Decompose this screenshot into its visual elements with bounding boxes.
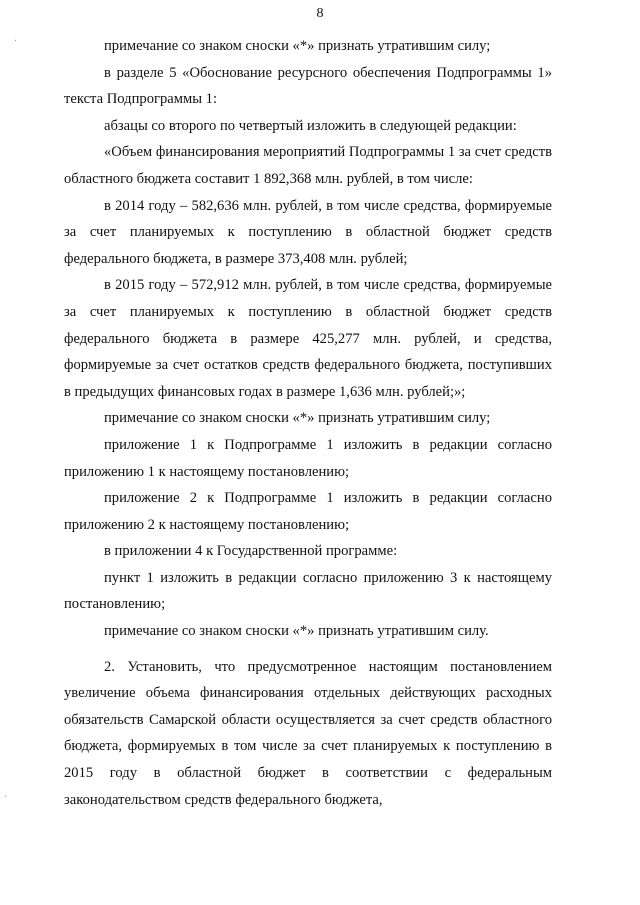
paragraph-footnote-note-2: примечание со знаком сноски «*» признать утратившим силу; bbox=[104, 410, 491, 427]
paragraph-item-1: пункт 1 изложить в редакции согласно приложению 3 к настоящему постановлению; bbox=[64, 569, 552, 613]
paragraph-footnote-note-1: примечание со знаком сноски «*» признать утратившим силу; bbox=[104, 38, 491, 54]
scan-speck: · bbox=[4, 792, 8, 803]
paragraph-funding-2014: в 2014 году – 582,636 млн. рублей, в том числе средства, формируемые за счет планируемых к поступлению в областной бюджет средств федерального бюджета, в размере 373,408 млн. рублей; bbox=[64, 197, 552, 267]
scan-speck: · bbox=[14, 36, 18, 47]
paragraph-appendix-2: приложение 2 к Подпрограмме 1 изложить в редакции согласно приложению 2 к настоящему постановлению; bbox=[64, 490, 552, 533]
paragraph-footnote-note-3: примечание со знаком сноски «*» признать утратившим силу. bbox=[104, 623, 489, 640]
document-body bbox=[64, 33, 552, 813]
paragraph-appendix-1: приложение 1 к Подпрограмме 1 изложить в редакции согласно приложению 1 к настоящему постановлению; bbox=[64, 436, 552, 480]
paragraph-funding-2015: в 2015 году – 572,912 млн. рублей, в том числе средства, формируемые за счет планируемых к поступлению в областной бюджет средств федерального бюджета в размере 425,277 млн. рублей, и средства, формируемые за счет остатков средств федерального бюджета, поступивших в предыдущих финансовых годах в размере 1,636 млн. рублей;»; bbox=[64, 277, 552, 400]
page-number: 8 bbox=[316, 6, 324, 21]
paragraph-abstracts-instruction: абзацы со второго по четвертый изложить в следующей редакции: bbox=[104, 117, 517, 134]
paragraph-section-5-reference: в разделе 5 «Обоснование ресурсного обеспечения Подпрограммы 1» текста Подпрограммы 1: bbox=[64, 64, 552, 108]
paragraph-clause-2: 2. Установить, что предусмотренное настоящим постановлением увеличение объема финансирования отдельных действующих расходных обязательств Самарской области осуществляется за счет средств областного бюджета, формируемых в том числе за счет планируемых к поступлению в 2015 году в областной бюджет в соответствии с федеральным законодательством средств федерального бюджета, bbox=[64, 658, 552, 808]
paragraph-funding-total: «Объем финансирования мероприятий Подпрограммы 1 за счет средств областного бюджета составит 1 892,368 млн. рублей, в том числе: bbox=[64, 144, 552, 187]
paragraph-appendix-4-heading: в приложении 4 к Государственной программе: bbox=[104, 543, 398, 560]
